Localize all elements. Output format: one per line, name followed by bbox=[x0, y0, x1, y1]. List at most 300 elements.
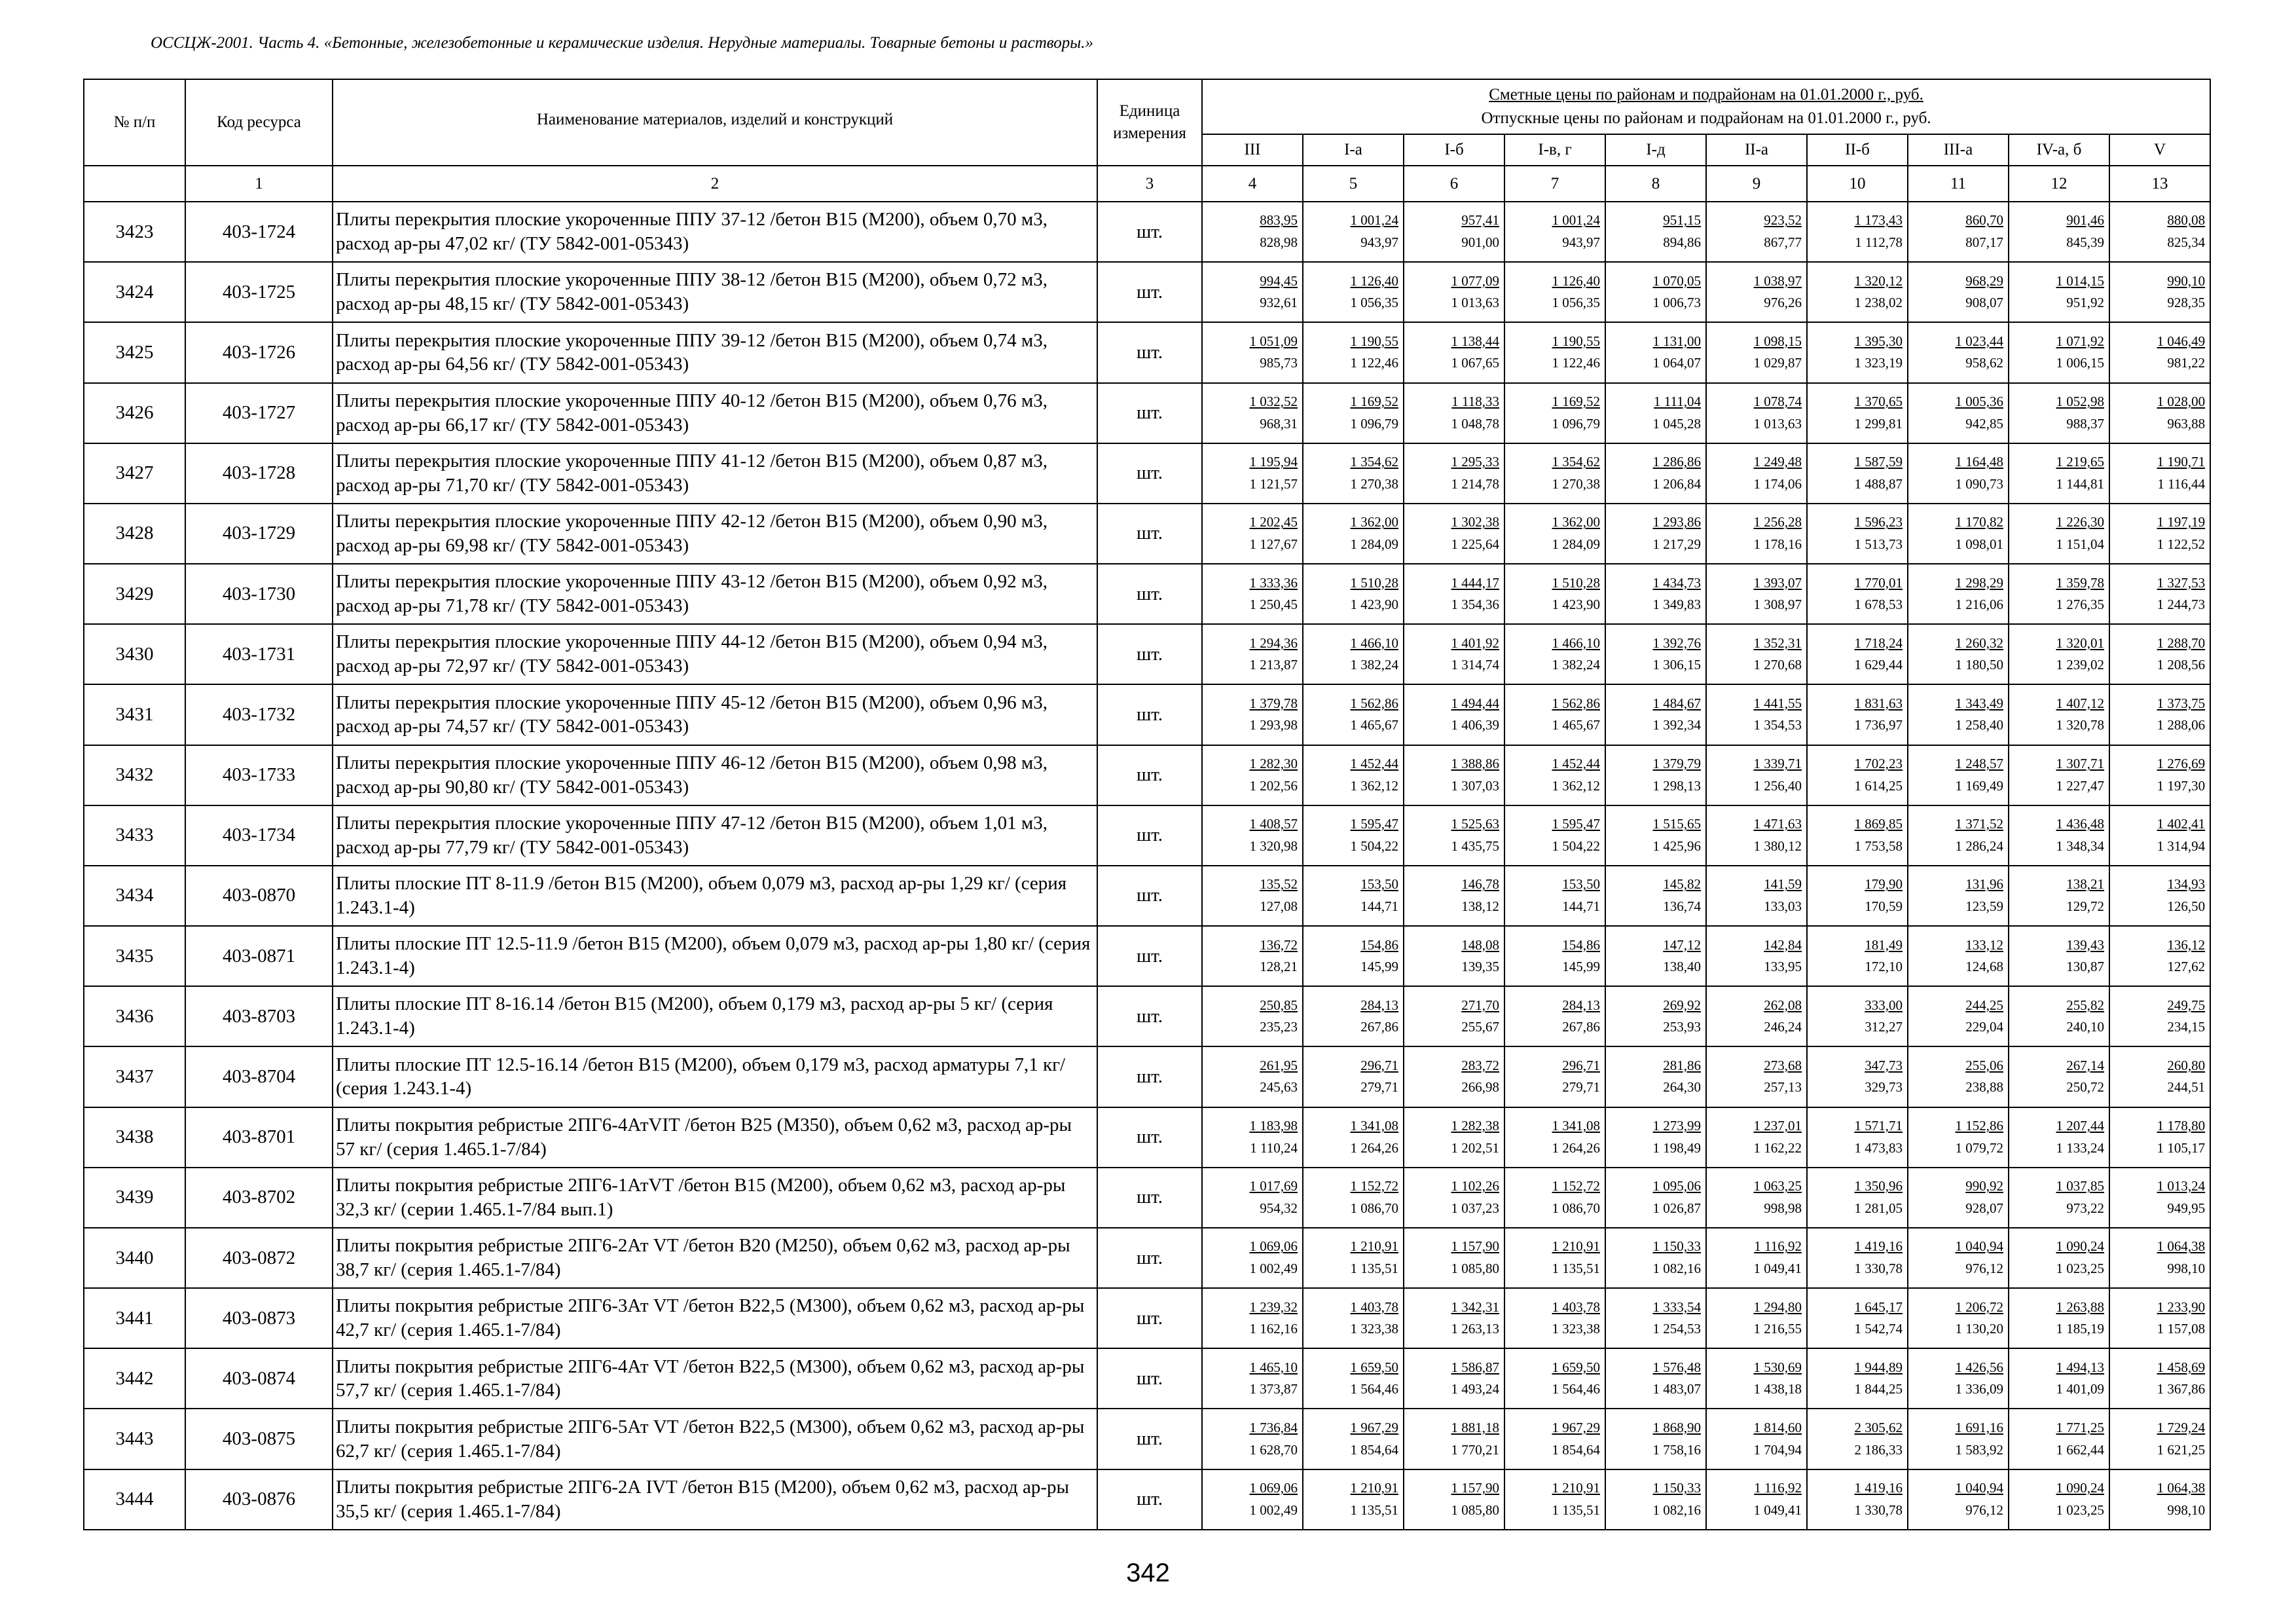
table-row bbox=[84, 322, 2210, 382]
material-name: Плиты перекрытия плоские укороченные ППУ 42-12 /бетон В15 (М200), объем 0,90 м3, расход ар-ры 69,98 кг/ (ТУ 5842-001-05343) bbox=[333, 504, 1097, 564]
release-price: 1 564,46 bbox=[1552, 1381, 1600, 1397]
release-price: 127,08 bbox=[1260, 898, 1298, 914]
release-price: 894,86 bbox=[1663, 234, 1701, 251]
release-price: 988,37 bbox=[2066, 415, 2104, 432]
price-cell bbox=[1706, 1288, 1807, 1348]
estimate-price: 262,08 bbox=[1764, 997, 1802, 1013]
release-price: 1 086,70 bbox=[1350, 1200, 1398, 1216]
price-cell bbox=[1605, 684, 1706, 745]
estimate-price: 1 814,60 bbox=[1753, 1419, 1802, 1435]
release-price: 976,26 bbox=[1764, 295, 1802, 311]
release-price: 267,86 bbox=[1562, 1019, 1600, 1035]
estimate-price: 284,13 bbox=[1562, 997, 1600, 1013]
release-price: 1 736,97 bbox=[1854, 717, 1903, 733]
estimate-price: 1 032,52 bbox=[1249, 394, 1298, 409]
estimate-price: 1 944,89 bbox=[1854, 1359, 1903, 1375]
estimate-price: 1 190,55 bbox=[1552, 333, 1600, 349]
material-name: Плиты перекрытия плоские укороченные ППУ 39-12 /бетон В15 (М200), объем 0,74 м3, расход ар-ры 64,56 кг/ (ТУ 5842-001-05343) bbox=[333, 322, 1097, 382]
release-price: 264,30 bbox=[1663, 1079, 1701, 1096]
estimate-price: 1 152,86 bbox=[1955, 1118, 2003, 1134]
release-price: 1 112,78 bbox=[1855, 234, 1903, 251]
release-price: 133,95 bbox=[1764, 959, 1802, 975]
estimate-price: 1 248,57 bbox=[1955, 756, 2003, 772]
price-cell bbox=[1404, 1288, 1504, 1348]
release-price: 1 198,49 bbox=[1652, 1139, 1701, 1156]
price-cell bbox=[1504, 1168, 1605, 1228]
price-cell bbox=[1706, 564, 1807, 624]
release-price: 1 330,78 bbox=[1854, 1502, 1903, 1518]
estimate-price: 1 510,28 bbox=[1552, 574, 1600, 591]
price-cell bbox=[1706, 986, 1807, 1046]
price-cell bbox=[2009, 1409, 2109, 1469]
estimate-price: 141,59 bbox=[1764, 876, 1802, 893]
estimate-price: 1 118,33 bbox=[1451, 394, 1499, 409]
estimate-price: 1 037,85 bbox=[2056, 1178, 2104, 1194]
region-header: IV-а, б bbox=[2009, 134, 2109, 166]
resource-code: 403-1731 bbox=[185, 624, 333, 684]
price-cell bbox=[1605, 1168, 1706, 1228]
table-row bbox=[84, 866, 2210, 926]
release-price: 867,77 bbox=[1764, 234, 1802, 251]
price-cell bbox=[1202, 504, 1303, 564]
column-number: 4 bbox=[1202, 166, 1303, 202]
price-cell bbox=[1504, 1046, 1605, 1107]
price-cell bbox=[1504, 745, 1605, 805]
estimate-price: 1 023,44 bbox=[1955, 333, 2003, 349]
estimate-price: 1 195,94 bbox=[1249, 454, 1298, 470]
release-price: 1 202,51 bbox=[1451, 1139, 1499, 1156]
price-cell bbox=[1202, 684, 1303, 745]
price-cell bbox=[2009, 684, 2109, 745]
estimate-price: 1 126,40 bbox=[1350, 272, 1398, 289]
price-cell bbox=[2009, 1228, 2109, 1288]
price-cell bbox=[2109, 745, 2210, 805]
release-price: 1 213,87 bbox=[1249, 657, 1298, 673]
release-price: 1 330,78 bbox=[1854, 1261, 1903, 1276]
unit: шт. bbox=[1097, 443, 1202, 504]
estimate-price: 260,80 bbox=[2167, 1057, 2206, 1073]
release-price: 1 135,51 bbox=[1350, 1261, 1398, 1276]
price-cell bbox=[1706, 745, 1807, 805]
release-price: 1 844,25 bbox=[1854, 1381, 1903, 1397]
price-cell bbox=[1404, 926, 1504, 986]
estimate-price: 1 173,43 bbox=[1854, 212, 1903, 229]
release-price: 1 135,51 bbox=[1350, 1502, 1398, 1518]
column-number: 11 bbox=[1908, 166, 2009, 202]
estimate-price: 1 183,98 bbox=[1249, 1118, 1298, 1134]
unit: шт. bbox=[1097, 624, 1202, 684]
price-cell bbox=[1908, 262, 2009, 322]
resource-code: 403-8703 bbox=[185, 986, 333, 1046]
estimate-price: 136,72 bbox=[1260, 936, 1298, 953]
material-name: Плиты перекрытия плоские укороченные ППУ 40-12 /бетон В15 (М200), объем 0,76 м3, расход ар-ры 66,17 кг/ (ТУ 5842-001-05343) bbox=[333, 383, 1097, 443]
release-price: 1 583,92 bbox=[1955, 1441, 2003, 1458]
price-cell bbox=[1504, 262, 1605, 322]
release-price: 1 197,30 bbox=[2157, 777, 2206, 794]
release-price: 1 758,16 bbox=[1652, 1441, 1701, 1458]
resource-code: 403-0876 bbox=[185, 1469, 333, 1530]
estimate-price: 1 702,23 bbox=[1854, 756, 1903, 772]
release-price: 942,85 bbox=[1965, 415, 2003, 432]
estimate-price: 1 286,86 bbox=[1652, 454, 1701, 470]
estimate-price: 990,92 bbox=[1965, 1178, 2003, 1194]
column-number: 9 bbox=[1706, 166, 1807, 202]
estimate-price: 1 571,71 bbox=[1854, 1118, 1903, 1134]
release-price: 1 270,68 bbox=[1753, 657, 1802, 673]
price-cell bbox=[2009, 322, 2109, 382]
release-price: 976,12 bbox=[1965, 1261, 2003, 1276]
region-header: I-б bbox=[1404, 134, 1504, 166]
resource-code: 403-1729 bbox=[185, 504, 333, 564]
release-price: 1 002,49 bbox=[1249, 1502, 1298, 1518]
estimate-price: 1 052,98 bbox=[2056, 394, 2104, 409]
price-cell bbox=[1504, 1469, 1605, 1530]
release-price: 1 354,36 bbox=[1451, 597, 1499, 613]
release-price: 1 116,44 bbox=[2157, 475, 2206, 492]
release-price: 1 542,74 bbox=[1854, 1321, 1903, 1337]
price-cell bbox=[2009, 1107, 2109, 1168]
release-price: 1 336,09 bbox=[1955, 1381, 2003, 1397]
region-header: V bbox=[2109, 134, 2210, 166]
unit: шт. bbox=[1097, 1288, 1202, 1348]
release-price: 1 162,16 bbox=[1249, 1321, 1298, 1337]
price-cell bbox=[1303, 1228, 1404, 1288]
price-cell bbox=[1404, 504, 1504, 564]
release-price: 1 214,78 bbox=[1451, 475, 1499, 492]
release-price: 1 438,18 bbox=[1753, 1381, 1802, 1397]
release-price: 908,07 bbox=[1965, 295, 2003, 311]
price-cell bbox=[1908, 1288, 2009, 1348]
price-cell bbox=[1706, 1409, 1807, 1469]
row-number: 3434 bbox=[84, 866, 185, 926]
row-number: 3439 bbox=[84, 1168, 185, 1228]
table-row bbox=[84, 504, 2210, 564]
row-number: 3428 bbox=[84, 504, 185, 564]
release-price: 1 314,94 bbox=[2157, 838, 2206, 854]
estimate-price: 1 868,90 bbox=[1652, 1419, 1701, 1435]
release-price: 1 250,45 bbox=[1249, 597, 1298, 613]
release-price: 1 258,40 bbox=[1955, 717, 2003, 733]
resource-code: 403-1733 bbox=[185, 745, 333, 805]
estimate-price: 957,41 bbox=[1461, 212, 1499, 229]
row-number: 3442 bbox=[84, 1348, 185, 1409]
unit: шт. bbox=[1097, 1348, 1202, 1409]
release-price: 951,92 bbox=[2066, 295, 2104, 311]
estimate-price: 1 434,73 bbox=[1652, 574, 1701, 591]
release-price: 932,61 bbox=[1260, 295, 1298, 311]
estimate-price: 860,70 bbox=[1965, 212, 2003, 229]
price-cell bbox=[1504, 504, 1605, 564]
estimate-price: 1 102,26 bbox=[1451, 1178, 1499, 1194]
estimate-price: 269,92 bbox=[1663, 997, 1701, 1013]
estimate-price: 1 362,00 bbox=[1552, 514, 1600, 530]
estimate-price: 148,08 bbox=[1461, 936, 1499, 953]
estimate-price: 1 354,62 bbox=[1552, 454, 1600, 470]
release-price: 1 180,50 bbox=[1955, 657, 2003, 673]
estimate-price: 1 471,63 bbox=[1753, 816, 1802, 832]
price-cell bbox=[1807, 1168, 1908, 1228]
release-price: 1 513,73 bbox=[1854, 536, 1903, 552]
release-price: 1 157,08 bbox=[2157, 1321, 2206, 1337]
estimate-price: 1 070,05 bbox=[1652, 272, 1701, 289]
price-cell bbox=[1807, 1046, 1908, 1107]
price-cell bbox=[2009, 1168, 2109, 1228]
price-cell bbox=[1807, 262, 1908, 322]
estimate-price: 1 562,86 bbox=[1350, 695, 1398, 711]
release-price: 245,63 bbox=[1260, 1079, 1298, 1096]
estimate-price: 1 401,92 bbox=[1451, 635, 1499, 651]
price-cell bbox=[1807, 624, 1908, 684]
estimate-price: 923,52 bbox=[1764, 212, 1802, 229]
release-price: 1 151,04 bbox=[2056, 536, 2104, 552]
estimate-price: 1 465,10 bbox=[1249, 1359, 1298, 1375]
estimate-price: 1 005,36 bbox=[1955, 394, 2003, 409]
release-price: 1 308,97 bbox=[1753, 597, 1802, 613]
price-cell bbox=[1605, 986, 1706, 1046]
material-name: Плиты покрытия ребристые 2ПГ6-2Ат VТ /бетон В20 (М250), объем 0,62 м3, расход ар-ры 38,7 кг/ (серия 1.465.1-7/84) bbox=[333, 1228, 1097, 1288]
estimate-price: 1 152,72 bbox=[1350, 1178, 1398, 1194]
estimate-price: 1 098,15 bbox=[1753, 333, 1802, 349]
estimate-price: 1 341,08 bbox=[1552, 1118, 1600, 1134]
release-price: 958,62 bbox=[1965, 355, 2003, 371]
release-price: 1 048,78 bbox=[1451, 415, 1499, 432]
material-name: Плиты плоские ПТ 12.5-16.14 /бетон В15 (М200), объем 0,179 м3, расход арматуры 7,1 кг/ (серия 1.243.1-4) bbox=[333, 1046, 1097, 1107]
release-price: 1 256,40 bbox=[1753, 777, 1802, 794]
estimate-price: 1 370,65 bbox=[1854, 394, 1903, 409]
estimate-price: 154,86 bbox=[1562, 936, 1600, 953]
estimate-price: 1 288,70 bbox=[2157, 635, 2206, 651]
estimate-price: 1 659,50 bbox=[1552, 1359, 1600, 1375]
price-cell bbox=[1706, 383, 1807, 443]
price-cell bbox=[2009, 1046, 2109, 1107]
estimate-price: 1 001,24 bbox=[1552, 212, 1600, 229]
price-cell bbox=[1605, 926, 1706, 986]
price-cell bbox=[1706, 1046, 1807, 1107]
estimate-price: 1 393,07 bbox=[1753, 574, 1802, 591]
price-cell bbox=[2009, 504, 2109, 564]
price-cell bbox=[1404, 1168, 1504, 1228]
estimate-price: 134,93 bbox=[2167, 876, 2206, 893]
release-price: 1 435,75 bbox=[1451, 838, 1499, 854]
price-cell bbox=[1706, 202, 1807, 262]
estimate-price: 1 046,49 bbox=[2157, 333, 2206, 349]
resource-code: 403-0872 bbox=[185, 1228, 333, 1288]
unit: шт. bbox=[1097, 1469, 1202, 1530]
release-price: 1 662,44 bbox=[2056, 1441, 2104, 1458]
price-cell bbox=[1807, 443, 1908, 504]
region-header: I-д bbox=[1605, 134, 1706, 166]
price-cell bbox=[1202, 262, 1303, 322]
material-name: Плиты перекрытия плоские укороченные ППУ 44-12 /бетон В15 (М200), объем 0,94 м3, расход ар-ры 72,97 кг/ (ТУ 5842-001-05343) bbox=[333, 624, 1097, 684]
table-row bbox=[84, 1348, 2210, 1409]
estimate-price: 1 150,33 bbox=[1652, 1238, 1701, 1255]
price-cell bbox=[2109, 986, 2210, 1046]
price-cell bbox=[1504, 1348, 1605, 1409]
estimate-price: 1 164,48 bbox=[1955, 454, 2003, 470]
estimate-price: 1 013,24 bbox=[2157, 1178, 2206, 1194]
estimate-price: 1 342,31 bbox=[1451, 1299, 1499, 1315]
release-price: 1 085,80 bbox=[1451, 1261, 1499, 1276]
price-cell bbox=[1807, 684, 1908, 745]
price-cell bbox=[1908, 1107, 2009, 1168]
price-cell bbox=[1504, 1107, 1605, 1168]
price-cell bbox=[1404, 624, 1504, 684]
estimate-price: 1 260,32 bbox=[1955, 635, 2003, 651]
estimate-price: 1 210,91 bbox=[1552, 1480, 1600, 1496]
release-price: 1 238,02 bbox=[1854, 295, 1903, 311]
price-cell bbox=[2009, 926, 2109, 986]
estimate-price: 1 071,92 bbox=[2056, 333, 2104, 349]
release-price: 1 217,29 bbox=[1652, 536, 1701, 552]
price-cell bbox=[1706, 624, 1807, 684]
estimate-price: 1 362,00 bbox=[1350, 514, 1398, 530]
resource-code: 403-0875 bbox=[185, 1409, 333, 1469]
price-cell bbox=[1303, 1107, 1404, 1168]
release-price: 1 465,67 bbox=[1552, 717, 1600, 733]
estimate-price: 1 263,88 bbox=[2056, 1299, 2104, 1315]
release-price: 998,10 bbox=[2167, 1261, 2206, 1276]
price-cell bbox=[2109, 805, 2210, 866]
price-cell bbox=[1908, 322, 2009, 382]
release-price: 1 079,72 bbox=[1955, 1139, 2003, 1156]
release-price: 1 293,98 bbox=[1249, 717, 1298, 733]
release-price: 1 085,80 bbox=[1451, 1502, 1499, 1518]
price-cell bbox=[1303, 443, 1404, 504]
estimate-price: 1 064,38 bbox=[2157, 1238, 2206, 1255]
price-cell bbox=[1908, 1469, 2009, 1530]
resource-code: 403-0873 bbox=[185, 1288, 333, 1348]
estimate-price: 131,96 bbox=[1965, 876, 2003, 893]
price-cell bbox=[1404, 262, 1504, 322]
estimate-price: 1 051,09 bbox=[1249, 333, 1298, 349]
estimate-price: 1 282,38 bbox=[1451, 1118, 1499, 1134]
release-price: 1 135,51 bbox=[1552, 1261, 1600, 1276]
row-number: 3444 bbox=[84, 1469, 185, 1530]
release-price: 1 288,06 bbox=[2157, 717, 2206, 733]
column-number: 5 bbox=[1303, 166, 1404, 202]
release-price: 129,72 bbox=[2066, 898, 2104, 914]
resource-code: 403-1725 bbox=[185, 262, 333, 322]
estimate-price: 1 426,56 bbox=[1955, 1359, 2003, 1375]
estimate-price: 1 510,28 bbox=[1350, 574, 1398, 591]
resource-code: 403-1724 bbox=[185, 202, 333, 262]
estimate-price: 284,13 bbox=[1360, 997, 1398, 1013]
price-cell bbox=[1404, 383, 1504, 443]
estimate-price: 1 562,86 bbox=[1552, 695, 1600, 711]
table-body bbox=[84, 202, 2210, 1530]
estimate-price: 1 333,36 bbox=[1249, 574, 1298, 591]
price-cell bbox=[2009, 262, 2109, 322]
price-cell bbox=[1706, 1348, 1807, 1409]
release-price: 1 276,35 bbox=[2056, 597, 2104, 613]
resource-code: 403-1727 bbox=[185, 383, 333, 443]
release-price: 1 362,12 bbox=[1350, 777, 1398, 794]
release-price: 1 270,38 bbox=[1552, 475, 1600, 492]
release-price: 133,03 bbox=[1764, 898, 1802, 914]
release-price: 1 854,64 bbox=[1350, 1441, 1398, 1458]
estimate-price: 250,85 bbox=[1260, 997, 1298, 1013]
price-cell bbox=[1303, 504, 1404, 564]
release-price: 138,40 bbox=[1663, 959, 1701, 975]
row-number: 3433 bbox=[84, 805, 185, 866]
price-cell bbox=[1908, 1168, 2009, 1228]
header-prices bbox=[1202, 79, 2210, 134]
price-cell bbox=[1404, 986, 1504, 1046]
release-price: 1 037,23 bbox=[1451, 1200, 1499, 1216]
release-price: 126,50 bbox=[2167, 898, 2206, 914]
unit: шт. bbox=[1097, 926, 1202, 986]
unit: шт. bbox=[1097, 986, 1202, 1046]
price-cell bbox=[2009, 1288, 2109, 1348]
unit: шт. bbox=[1097, 1107, 1202, 1168]
release-price: 828,98 bbox=[1260, 234, 1298, 251]
price-cell bbox=[2109, 202, 2210, 262]
price-cell bbox=[1908, 383, 2009, 443]
estimate-price: 1 967,29 bbox=[1350, 1419, 1398, 1435]
estimate-price: 1 170,82 bbox=[1955, 514, 2003, 530]
estimate-price: 1 408,57 bbox=[1249, 816, 1298, 832]
release-price: 1 254,53 bbox=[1652, 1321, 1701, 1337]
estimate-price: 1 197,19 bbox=[2157, 514, 2206, 530]
estimate-price: 1 294,36 bbox=[1249, 635, 1298, 651]
release-price: 136,74 bbox=[1663, 898, 1701, 914]
table-row bbox=[84, 1469, 2210, 1530]
estimate-price: 1 293,86 bbox=[1652, 514, 1701, 530]
release-price: 1 013,63 bbox=[1451, 295, 1499, 311]
release-price: 240,10 bbox=[2066, 1019, 2104, 1035]
release-price: 1 493,24 bbox=[1451, 1381, 1499, 1397]
row-number: 3431 bbox=[84, 684, 185, 745]
price-cell bbox=[1504, 866, 1605, 926]
release-price: 943,97 bbox=[1360, 234, 1398, 251]
release-price: 1 096,79 bbox=[1552, 415, 1600, 432]
price-cell bbox=[1807, 986, 1908, 1046]
price-cell bbox=[2109, 926, 2210, 986]
row-number: 3432 bbox=[84, 745, 185, 805]
unit: шт. bbox=[1097, 866, 1202, 926]
price-cell bbox=[2109, 1469, 2210, 1530]
release-price: 1 174,06 bbox=[1753, 475, 1802, 492]
estimate-price: 1 484,67 bbox=[1652, 695, 1701, 711]
material-name: Плиты перекрытия плоские укороченные ППУ 43-12 /бетон В15 (М200), объем 0,92 м3, расход ар-ры 71,78 кг/ (ТУ 5842-001-05343) bbox=[333, 564, 1097, 624]
release-price: 1 169,49 bbox=[1955, 777, 2003, 794]
estimate-price: 1 359,78 bbox=[2056, 574, 2104, 591]
estimate-price: 1 040,94 bbox=[1955, 1238, 2003, 1255]
release-price: 943,97 bbox=[1562, 234, 1600, 251]
estimate-price: 1 069,06 bbox=[1249, 1238, 1298, 1255]
price-cell bbox=[1706, 322, 1807, 382]
price-cell bbox=[2109, 684, 2210, 745]
estimate-price: 1 210,91 bbox=[1552, 1238, 1600, 1255]
price-cell bbox=[1504, 1409, 1605, 1469]
price-cell bbox=[1504, 926, 1605, 986]
material-name: Плиты плоские ПТ 12.5-11.9 /бетон В15 (М200), объем 0,079 м3, расход ар-ры 1,80 кг/ (серия 1.243.1-4) bbox=[333, 926, 1097, 986]
estimate-price: 1 718,24 bbox=[1854, 635, 1903, 651]
estimate-price: 1 190,55 bbox=[1350, 333, 1398, 349]
release-price: 807,17 bbox=[1965, 234, 2003, 251]
release-price: 1 314,74 bbox=[1451, 657, 1499, 673]
price-cell bbox=[1504, 684, 1605, 745]
price-cell bbox=[1303, 805, 1404, 866]
resource-code: 403-0874 bbox=[185, 1348, 333, 1409]
table-row bbox=[84, 262, 2210, 322]
price-cell bbox=[1807, 1107, 1908, 1168]
estimate-price: 1 736,84 bbox=[1249, 1419, 1298, 1435]
price-cell bbox=[1908, 926, 2009, 986]
release-price: 1 144,81 bbox=[2056, 475, 2104, 492]
estimate-price: 1 515,65 bbox=[1652, 816, 1701, 832]
table-row bbox=[84, 564, 2210, 624]
